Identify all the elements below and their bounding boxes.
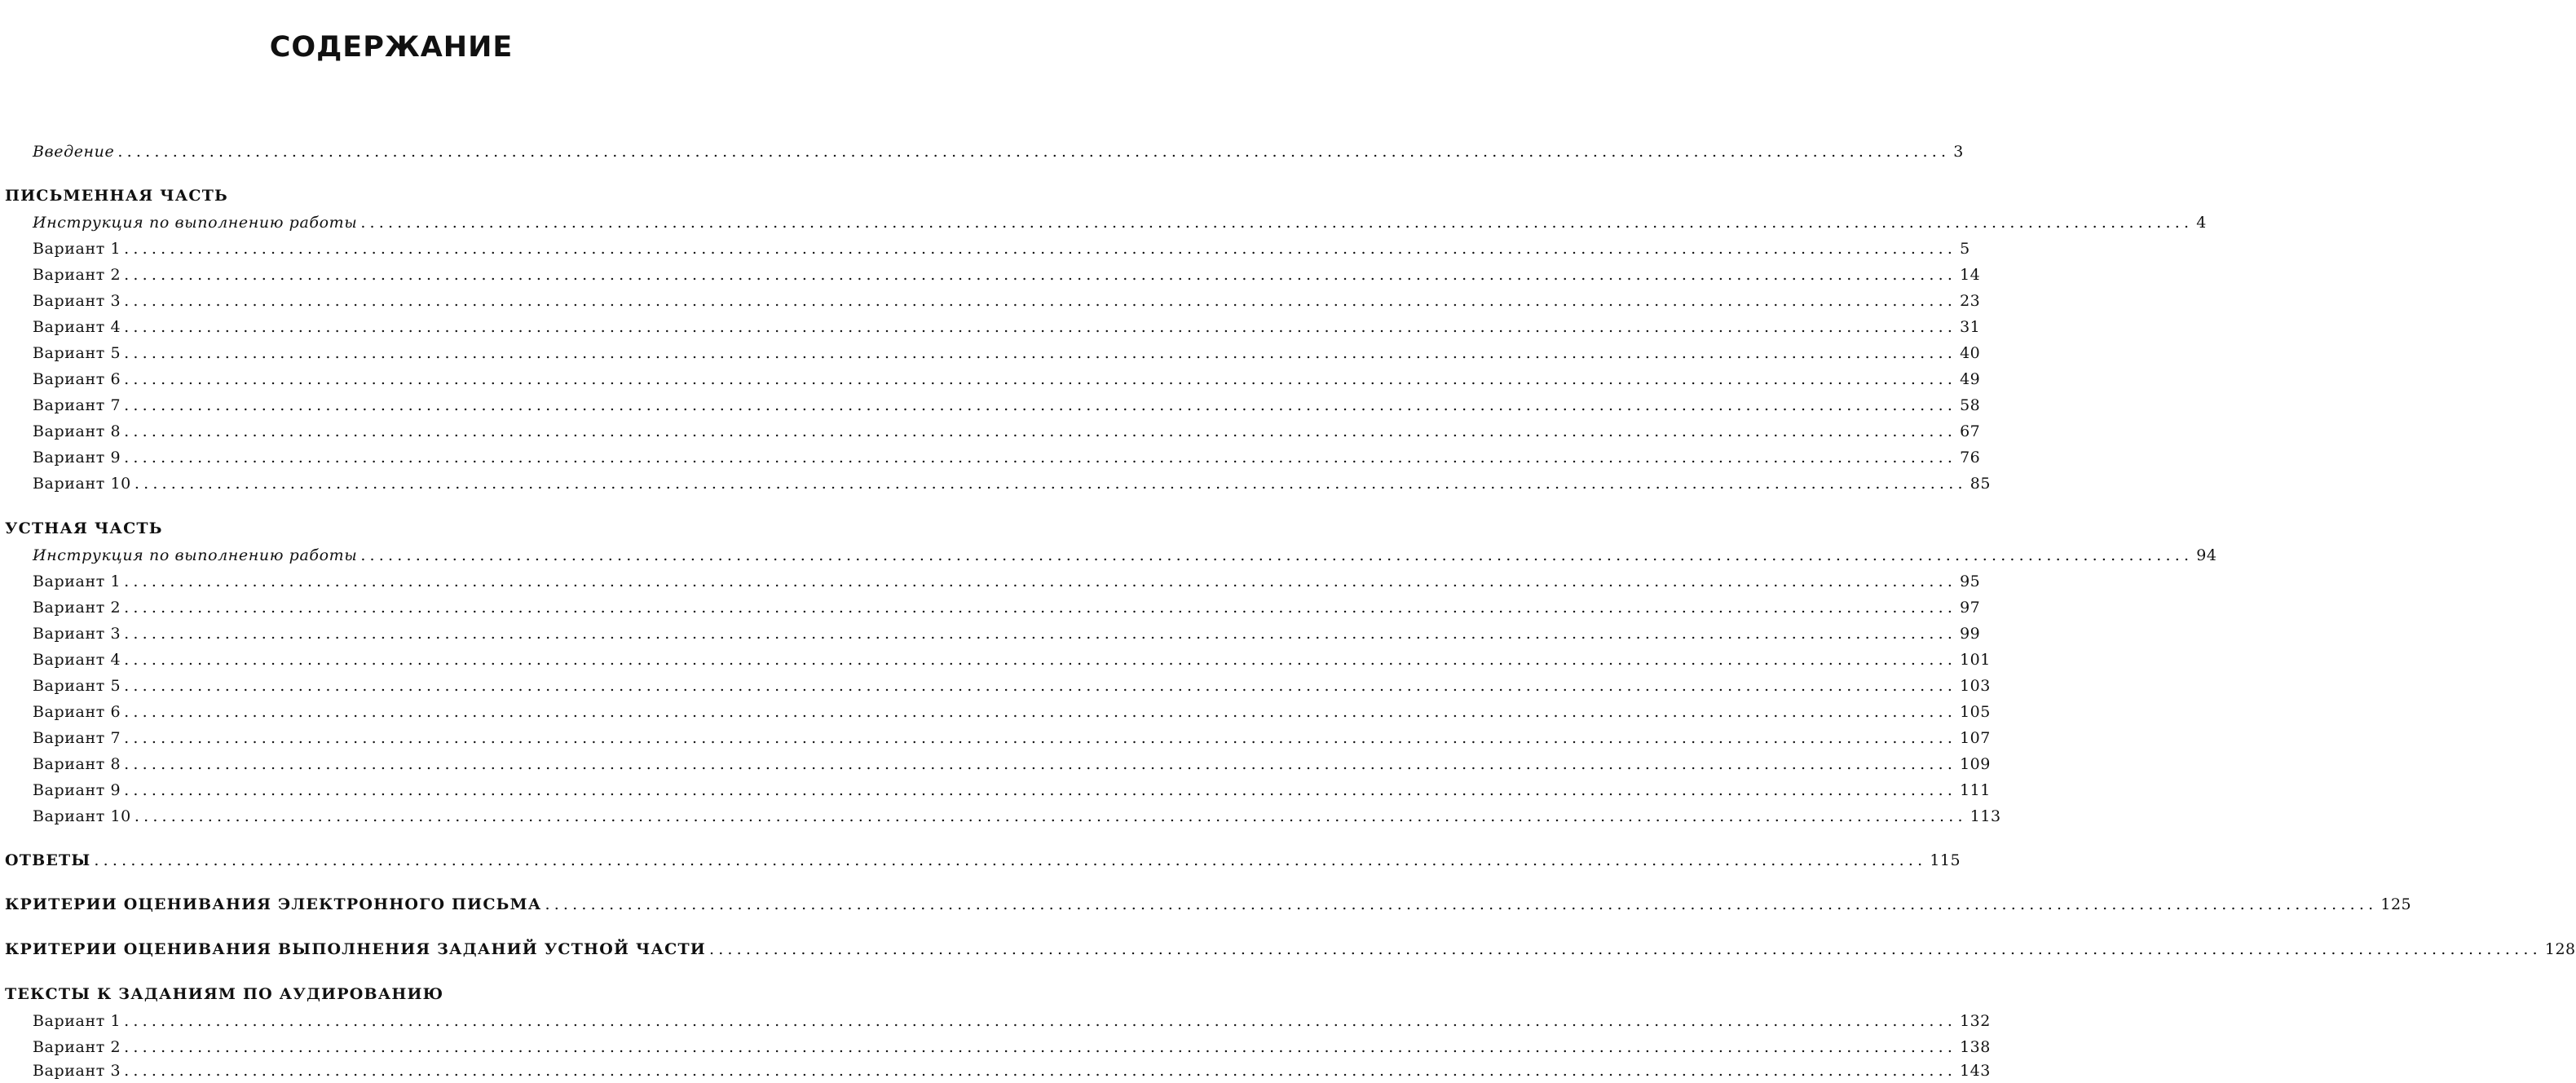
leader-dots: ........................................................................................................................................................................................................ — [124, 449, 1957, 466]
toc-entry-page: 99 — [1960, 625, 1981, 643]
toc-entry-page: 125 — [2380, 895, 2412, 913]
toc-entry-page: 132 — [1960, 1012, 1991, 1030]
toc-entry-written-variant-7[interactable] — [0, 393, 1981, 418]
toc-entry-oral-variant-7[interactable] — [0, 726, 1991, 750]
leader-dots: ........................................................................................................................................................................................................ — [545, 895, 2378, 913]
toc-entry-oral-variant-2[interactable] — [0, 595, 1981, 620]
toc-entry-answers[interactable] — [5, 848, 1961, 873]
toc-entry-label: Введение — [33, 143, 115, 161]
leader-dots: ........................................................................................................................................................................................................ — [708, 940, 2542, 958]
toc-entry-oral-instructions[interactable] — [0, 543, 2217, 568]
toc-entry-page: 76 — [1960, 449, 1981, 466]
toc-entry-page: 107 — [1960, 729, 1991, 747]
toc-entry-page: 5 — [1960, 240, 1970, 258]
toc-entry-written-variant-6[interactable] — [0, 367, 1981, 391]
toc-entry-oral-variant-10[interactable] — [0, 804, 2001, 829]
toc-entry-label: Вариант 3 — [33, 292, 121, 310]
toc-entry-label: Вариант 8 — [33, 755, 121, 773]
leader-dots: ........................................................................................................................................................................................................ — [124, 729, 1957, 747]
section-heading-oral: УСТНАЯ ЧАСТЬ — [5, 519, 163, 537]
page-title: СОДЕРЖАНИЕ — [269, 31, 514, 64]
toc-entry-label: Вариант 6 — [33, 703, 121, 721]
toc-entry-page: 49 — [1960, 370, 1981, 388]
leader-dots: ........................................................................................................................................................................................................ — [94, 851, 1927, 869]
toc-entry-written-instructions[interactable] — [0, 210, 2207, 235]
toc-entry-label: Вариант 2 — [33, 599, 121, 617]
section-heading-listening: ТЕКСТЫ К ЗАДАНИЯМ ПО АУДИРОВАНИЮ — [5, 985, 444, 1003]
toc-entry-label: Вариант 10 — [33, 475, 131, 493]
toc-entry-introduction[interactable] — [0, 139, 1964, 164]
toc-entry-page: 128 — [2544, 940, 2576, 958]
leader-dots: ........................................................................................................................................................................................................ — [124, 1012, 1957, 1030]
toc-entry-label: Вариант 2 — [33, 1038, 121, 1056]
leader-dots: ........................................................................................................................................................................................................ — [124, 651, 1957, 669]
toc-entry-page: 101 — [1960, 651, 1991, 669]
toc-entry-oral-variant-8[interactable] — [0, 752, 1991, 776]
leader-dots: ........................................................................................................................................................................................................ — [124, 1062, 1957, 1080]
toc-entry-label: Вариант 9 — [33, 781, 121, 799]
toc-entry-label: Вариант 4 — [33, 318, 121, 336]
toc-entry-page: 67 — [1960, 422, 1981, 440]
toc-entry-label: КРИТЕРИИ ОЦЕНИВАНИЯ ВЫПОЛНЕНИЯ ЗАДАНИЙ УСТНОЙ ЧАСТИ — [5, 940, 706, 958]
toc-entry-oral-variant-4[interactable] — [0, 648, 1991, 672]
toc-entry-page: 4 — [2196, 214, 2207, 232]
toc-entry-label: Вариант 6 — [33, 370, 121, 388]
toc-entry-listening-variant-1[interactable] — [0, 1009, 1991, 1033]
toc-entry-label: Вариант 1 — [33, 240, 121, 258]
toc-entry-label: Вариант 7 — [33, 729, 121, 747]
toc-entry-label: Вариант 3 — [33, 1062, 121, 1080]
leader-dots: ........................................................................................................................................................................................................ — [124, 625, 1957, 643]
toc-entry-label: ОТВЕТЫ — [5, 851, 91, 869]
leader-dots: ........................................................................................................................................................................................................ — [360, 546, 2194, 564]
leader-dots: ........................................................................................................................................................................................................ — [124, 781, 1957, 799]
toc-entry-label: Инструкция по выполнению работы — [33, 546, 358, 564]
toc-entry-oral-variant-5[interactable] — [0, 674, 1991, 698]
toc-entry-page: 31 — [1960, 318, 1981, 336]
toc-entry-label: Вариант 7 — [33, 396, 121, 414]
toc-entry-page: 113 — [1969, 807, 2001, 825]
leader-dots: ........................................................................................................................................................................................................ — [124, 1038, 1957, 1056]
leader-dots: ........................................................................................................................................................................................................ — [124, 370, 1957, 388]
leader-dots: ........................................................................................................................................................................................................ — [134, 807, 1967, 825]
toc-entry-label: Вариант 2 — [33, 266, 121, 284]
leader-dots: ........................................................................................................................................................................................................ — [124, 292, 1957, 310]
toc-entry-page: 105 — [1960, 703, 1991, 721]
leader-dots: ........................................................................................................................................................................................................ — [134, 475, 1967, 493]
toc-entry-page: 111 — [1960, 781, 1991, 799]
leader-dots: ........................................................................................................................................................................................................ — [124, 318, 1957, 336]
toc-entry-written-variant-9[interactable] — [0, 445, 1981, 470]
toc-entry-label: Инструкция по выполнению работы — [33, 214, 358, 232]
toc-entry-written-variant-5[interactable] — [0, 341, 1981, 365]
toc-entry-page: 23 — [1960, 292, 1981, 310]
toc-entry-page: 97 — [1960, 599, 1981, 617]
toc-entry-written-variant-10[interactable] — [0, 471, 1991, 496]
toc-entry-label: Вариант 10 — [33, 807, 131, 825]
leader-dots: ........................................................................................................................................................................................................ — [124, 677, 1957, 695]
toc-entry-oral-variant-9[interactable] — [0, 778, 1991, 802]
toc-entry-page: 115 — [1930, 851, 1961, 869]
toc-entry-written-variant-4[interactable] — [0, 315, 1981, 339]
leader-dots: ........................................................................................................................................................................................................ — [360, 214, 2194, 232]
toc-entry-label: КРИТЕРИИ ОЦЕНИВАНИЯ ЭЛЕКТРОННОГО ПИСЬМА — [5, 895, 542, 913]
leader-dots: ........................................................................................................................................................................................................ — [117, 143, 1951, 161]
toc-entry-label: Вариант 8 — [33, 422, 121, 440]
toc-entry-written-variant-8[interactable] — [0, 419, 1981, 444]
toc-entry-page: 3 — [1953, 143, 1964, 161]
leader-dots: ........................................................................................................................................................................................................ — [124, 240, 1957, 258]
toc-entry-label: Вариант 3 — [33, 625, 121, 643]
leader-dots: ........................................................................................................................................................................................................ — [124, 599, 1957, 617]
leader-dots: ........................................................................................................................................................................................................ — [124, 755, 1957, 773]
toc-entry-oral-variant-1[interactable] — [0, 569, 1981, 594]
leader-dots: ........................................................................................................................................................................................................ — [124, 344, 1957, 362]
toc-entry-oral-variant-6[interactable] — [0, 700, 1991, 724]
toc-entry-page: 58 — [1960, 396, 1981, 414]
toc-entry-page: 85 — [1969, 475, 1991, 493]
leader-dots: ........................................................................................................................................................................................................ — [124, 703, 1957, 721]
toc-entry-criteria-oral[interactable] — [5, 937, 2576, 961]
section-heading-written: ПИСЬМЕННАЯ ЧАСТЬ — [5, 187, 228, 205]
toc-entry-page: 143 — [1960, 1062, 1991, 1080]
toc-entry-written-variant-2[interactable] — [0, 263, 1981, 287]
toc-entry-label: Вариант 1 — [33, 572, 121, 590]
leader-dots: ........................................................................................................................................................................................................ — [124, 396, 1957, 414]
toc-entry-label: Вариант 9 — [33, 449, 121, 466]
toc-entry-page: 94 — [2196, 546, 2217, 564]
toc-entry-page: 40 — [1960, 344, 1981, 362]
toc-entry-label: Вариант 4 — [33, 651, 121, 669]
toc-entry-oral-variant-3[interactable] — [0, 621, 1981, 646]
toc-entry-criteria-letter[interactable] — [5, 892, 2412, 917]
toc-entry-page: 138 — [1960, 1038, 1991, 1056]
toc-entry-label: Вариант 5 — [33, 677, 121, 695]
toc-entry-label: Вариант 1 — [33, 1012, 121, 1030]
toc-entry-listening-variant-2[interactable] — [0, 1035, 1991, 1059]
toc-entry-page: 14 — [1960, 266, 1981, 284]
leader-dots: ........................................................................................................................................................................................................ — [124, 422, 1957, 440]
toc-entry-page: 95 — [1960, 572, 1981, 590]
leader-dots: ........................................................................................................................................................................................................ — [124, 572, 1957, 590]
toc-entry-page: 103 — [1960, 677, 1991, 695]
toc-entry-page: 109 — [1960, 755, 1991, 773]
toc-entry-listening-variant-3[interactable] — [0, 1059, 1991, 1083]
toc-entry-written-variant-1[interactable] — [0, 236, 1970, 261]
toc-entry-written-variant-3[interactable] — [0, 289, 1981, 313]
toc-entry-label: Вариант 5 — [33, 344, 121, 362]
leader-dots: ........................................................................................................................................................................................................ — [124, 266, 1957, 284]
